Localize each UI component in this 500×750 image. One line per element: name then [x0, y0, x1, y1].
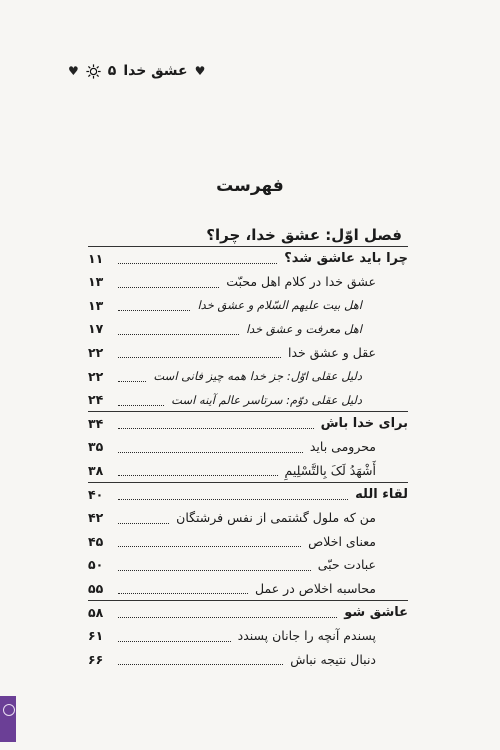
- heart-icon: ♥: [68, 64, 79, 78]
- dot-leader: [118, 287, 219, 288]
- toc-entry: [88, 601, 408, 623]
- toc-entry-title: من که ملول گشتمی از نفس فرشتگان: [176, 510, 376, 526]
- toc-entry-title: عشق خدا در کلام اهل محبّت: [226, 274, 376, 290]
- toc-entry-page: ۲۲: [88, 368, 104, 384]
- toc-entry: [88, 365, 362, 387]
- dot-leader: [118, 428, 314, 429]
- toc-entry-page: ۳۴: [88, 415, 104, 431]
- toc-entry-title: دلیل عقلی دوّم: سرتاسر عالم آینه است: [171, 392, 362, 407]
- toc-entry-page: ۳۵: [88, 439, 104, 455]
- toc-entry-title: محاسبه اخلاص در عمل: [255, 580, 376, 596]
- running-header: [68, 60, 205, 82]
- toc-entry-title: اهل معرفت و عشق خدا: [245, 321, 362, 336]
- toc-entry-page: ۱۳: [88, 297, 104, 313]
- toc-title: فهرست: [216, 176, 284, 196]
- dot-leader: [118, 641, 231, 642]
- toc-entry-title: محرومی باید: [309, 439, 376, 455]
- toc-entry-page: ۴۰: [88, 486, 104, 502]
- dot-leader: [118, 617, 337, 618]
- dot-leader: [118, 475, 278, 476]
- toc-entry-title: برای خدا باش: [320, 415, 408, 431]
- toc-entry: [88, 436, 376, 458]
- sunburst-icon: [86, 64, 101, 79]
- toc-entry: [88, 389, 362, 411]
- toc-entry: [88, 577, 376, 599]
- toc-entry: [88, 483, 408, 505]
- toc-entry-title: پسندم آنچه را جانان پسندد: [237, 628, 376, 644]
- toc-entry-title: اهل بیت علیهم السّلام و عشق خدا: [197, 298, 362, 313]
- dot-leader: [118, 499, 348, 500]
- dot-leader: [118, 381, 146, 382]
- toc-entry-page: ۴۲: [88, 510, 104, 526]
- toc-entry-page: ۱۱: [88, 250, 104, 266]
- page-number: ۵: [107, 63, 117, 79]
- toc-entry-title: چرا باید عاشق شد؟: [284, 250, 408, 266]
- dot-leader: [118, 523, 169, 524]
- toc-entry-page: ۶۶: [88, 651, 104, 667]
- toc-entry-title: عبادت حبّی: [317, 557, 376, 573]
- dot-leader: [118, 357, 281, 358]
- toc-entry: [88, 412, 408, 434]
- dot-leader: [118, 664, 283, 665]
- toc-entry-page: ۵۰: [88, 557, 104, 573]
- dot-leader: [118, 310, 190, 311]
- dot-leader: [118, 334, 239, 335]
- toc-entry: [88, 554, 376, 576]
- toc-entry-title: معنای اخلاص: [308, 533, 376, 549]
- toc-entry-title: دنبال نتیجه نباش: [290, 651, 376, 667]
- toc-entry: [88, 648, 376, 670]
- toc-entry: [88, 341, 376, 363]
- toc-entry-title: عقل و عشق خدا: [287, 344, 376, 360]
- toc-entry-page: ۵۵: [88, 580, 104, 596]
- toc-entry-page: ۲۴: [88, 392, 104, 408]
- dot-leader: [118, 546, 301, 547]
- toc-entry-title: عاشق شو: [344, 604, 408, 620]
- toc-entry-page: ۱۷: [88, 321, 104, 337]
- dot-leader: [118, 263, 277, 264]
- toc-entry-page: ۲۲: [88, 344, 104, 360]
- publisher-logo: [0, 696, 16, 742]
- toc-entry-page: ۳۸: [88, 462, 104, 478]
- toc-entry-title: لقاء الله: [355, 486, 408, 502]
- toc-entry: [88, 318, 362, 340]
- toc-entry-title: أَشْهَدُ لَکَ بِالتَّسْلِیمِ: [284, 462, 376, 478]
- toc-entry: [88, 507, 376, 529]
- toc-entry: [88, 625, 376, 647]
- book-title: عشق خدا: [123, 63, 188, 79]
- dot-leader: [118, 452, 303, 453]
- toc-entry-page: ۴۵: [88, 533, 104, 549]
- dot-leader: [118, 405, 164, 406]
- toc-entry-page: ۱۳: [88, 274, 104, 290]
- toc-entry: [88, 294, 362, 316]
- heart-icon: ♥: [194, 64, 206, 78]
- toc-entry-page: ۵۸: [88, 604, 104, 620]
- toc-entry: [88, 530, 376, 552]
- toc-entry: [88, 247, 408, 269]
- toc-entry: [88, 459, 376, 481]
- dot-leader: [118, 593, 248, 594]
- chapter-heading: فصل اوّل: عشق خدا، چرا؟: [206, 226, 402, 244]
- toc-entry-page: ۶۱: [88, 628, 104, 644]
- toc-entry: [88, 271, 376, 293]
- toc-entry-title: دلیل عقلی اوّل: جز خدا همه چیز فانی است: [153, 369, 362, 383]
- dot-leader: [118, 570, 311, 571]
